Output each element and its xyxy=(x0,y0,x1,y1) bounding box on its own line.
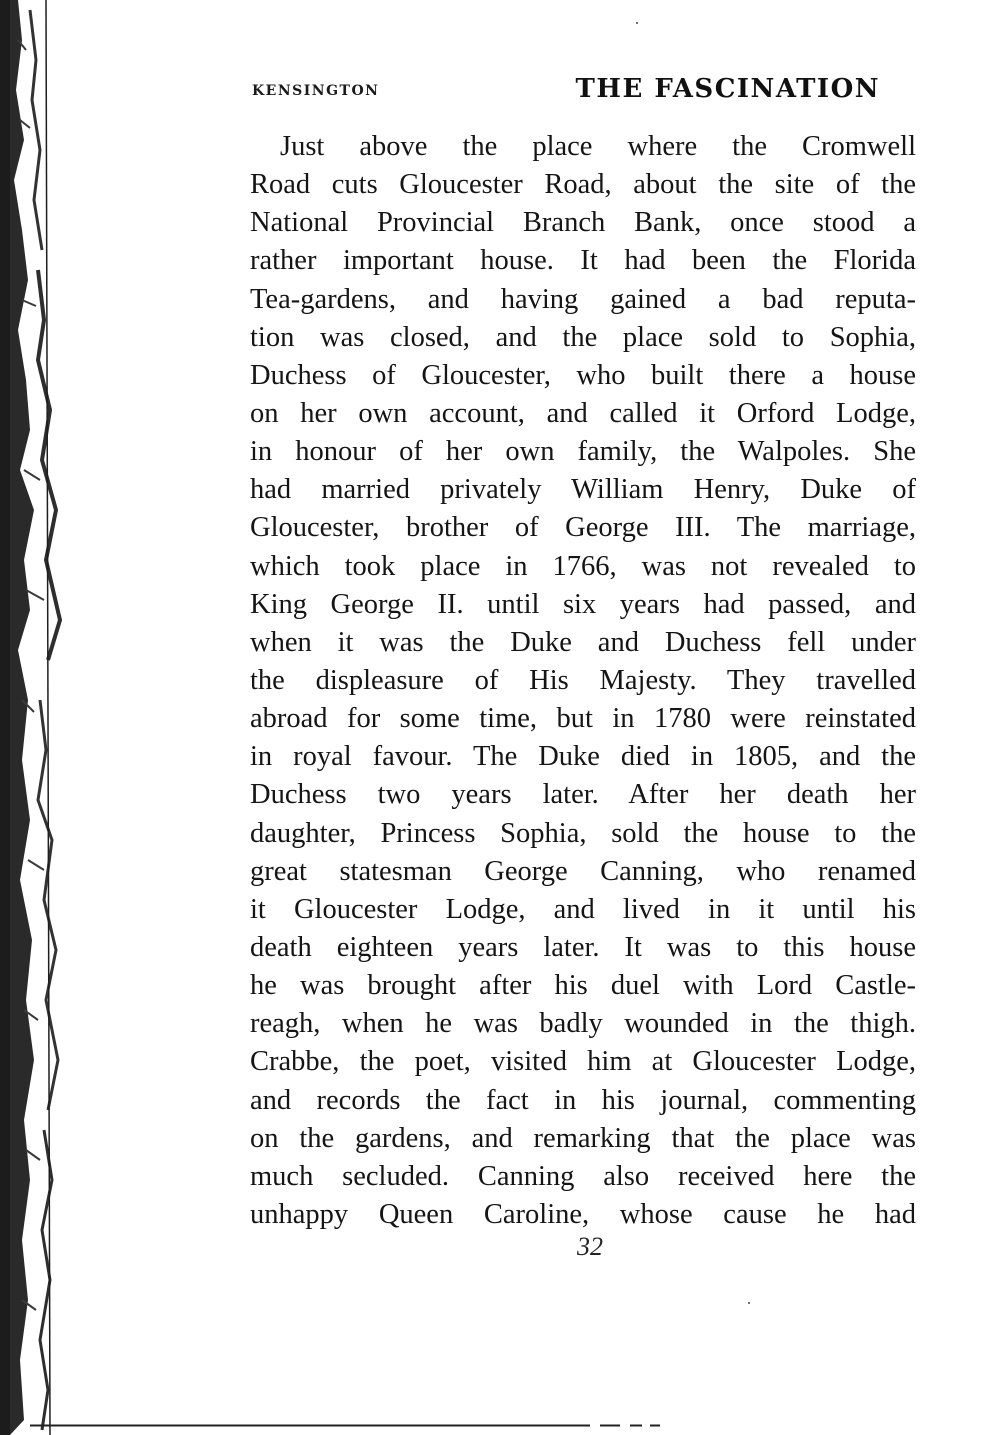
text-line: Duchess of Gloucester, who built there a house xyxy=(250,359,916,391)
text-line: National Provincial Branch Bank, once stood a xyxy=(250,207,916,239)
text-line: the displeasure of His Majesty. They travelled xyxy=(250,664,916,696)
text-line: King George II. until six years had passed, and xyxy=(250,588,916,620)
scan-speck xyxy=(636,22,638,24)
text-line: when it was the Duke and Duchess fell under xyxy=(250,626,916,658)
text-line: Just above the place where the Cromwell xyxy=(280,131,916,162)
text-line: in royal favour. The Duke died in 1805, and the xyxy=(250,741,916,773)
text-line: had married privately William Henry, Duke of xyxy=(250,474,916,506)
text-line: Tea-gardens, and having gained a bad reputa- xyxy=(250,283,916,315)
text-line: unhappy Queen Caroline, whose cause he had xyxy=(250,1198,916,1230)
text-line: Crabbe, the poet, visited him at Gloucester Lodge, xyxy=(250,1046,916,1078)
text-line: and records the fact in his journal, commenting xyxy=(250,1084,916,1116)
text-line: in honour of her own family, the Walpoles. She xyxy=(250,436,916,468)
binding-edge xyxy=(0,0,70,1435)
text-line: Gloucester, brother of George III. The marriage, xyxy=(250,512,916,544)
page-number: 32 xyxy=(577,1232,603,1261)
text-line: which took place in 1766, was not revealed to xyxy=(250,550,916,582)
text-line: tion was closed, and the place sold to Sophia, xyxy=(250,321,916,353)
running-head xyxy=(252,74,880,110)
text-line: Duchess two years later. After her death her xyxy=(250,779,916,811)
running-head-left: KENSINGTON xyxy=(252,83,380,99)
text-line: death eighteen years later. It was to this house xyxy=(250,931,916,963)
text-line: Road cuts Gloucester Road, about the site of the xyxy=(250,169,916,201)
text-line: it Gloucester Lodge, and lived in it until his xyxy=(250,893,916,925)
binding-edge-scan xyxy=(0,0,70,1435)
text-line: daughter, Princess Sophia, sold the house to the xyxy=(250,817,916,849)
body-text xyxy=(250,128,916,1234)
running-head-title: THE FASCINATION xyxy=(575,74,880,104)
text-line: rather important house. It had been the Florida xyxy=(250,245,916,277)
text-line: great statesman George Canning, who renamed xyxy=(250,855,916,887)
bottom-edge-rule xyxy=(30,1424,660,1427)
text-line: reagh, when he was badly wounded in the thigh. xyxy=(250,1008,916,1040)
scan-speck xyxy=(748,1302,750,1304)
text-line: abroad for some time, but in 1780 were reinstated xyxy=(250,703,916,735)
text-line: he was brought after his duel with Lord Castle- xyxy=(250,970,916,1002)
text-line: on the gardens, and remarking that the place was xyxy=(250,1122,916,1154)
text-line: much secluded. Canning also received here the xyxy=(250,1160,916,1192)
text-line: on her own account, and called it Orford Lodge, xyxy=(250,397,916,429)
